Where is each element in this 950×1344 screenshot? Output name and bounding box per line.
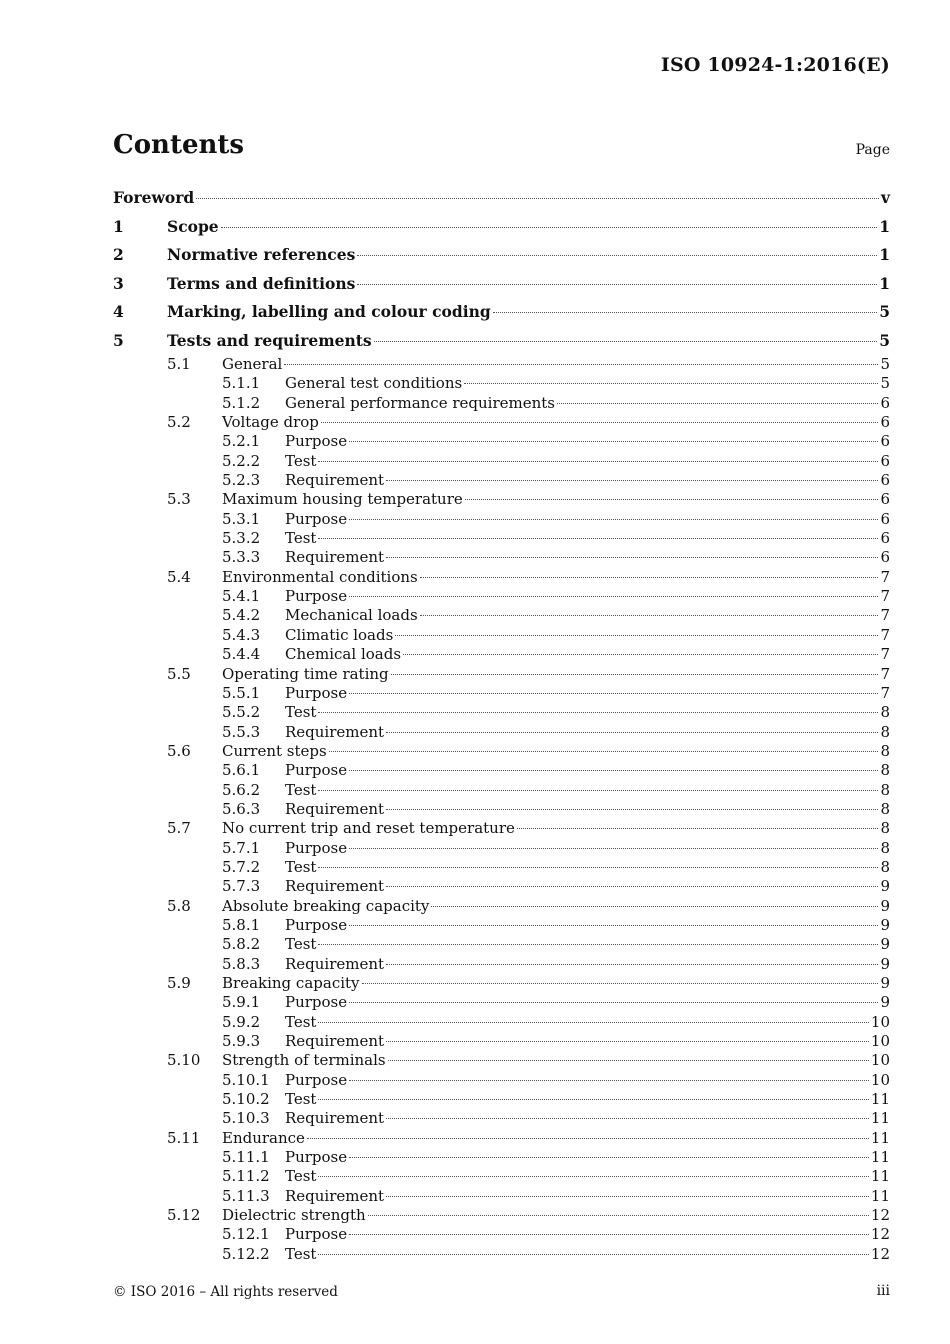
toc-entry-title: Operating time rating — [222, 664, 389, 683]
toc-entry[interactable] — [113, 858, 890, 877]
toc-entry-title: Environmental conditions — [222, 567, 418, 586]
toc-entry-page: 10 — [870, 1012, 890, 1031]
toc-entry-title: Climatic loads — [285, 625, 394, 644]
dot-leader — [318, 790, 878, 791]
toc-entry-page: 6 — [880, 471, 890, 490]
page-column-label: Page — [855, 142, 890, 158]
toc-entry-page: 1 — [879, 245, 890, 264]
toc-entry[interactable] — [113, 955, 890, 974]
toc-entry-page: 6 — [880, 490, 890, 509]
toc-entry-page: 5 — [880, 374, 890, 393]
toc-entry-number: 5.7.2 — [222, 857, 261, 876]
document-id-header: ISO 10924-1:2016(E) — [660, 54, 890, 76]
dot-leader — [318, 712, 878, 713]
dot-leader — [431, 906, 878, 907]
toc-entry[interactable] — [113, 1071, 890, 1090]
toc-entry-title: Requirement — [285, 954, 385, 973]
toc-entry-title: Purpose — [285, 993, 348, 1012]
dot-leader — [388, 1060, 869, 1061]
dot-leader — [318, 1176, 868, 1177]
toc-entry[interactable] — [113, 974, 890, 993]
toc-entry-number: 4 — [113, 302, 124, 321]
toc-entry-title: Requirement — [285, 1186, 385, 1205]
toc-entry-title: Test — [285, 1090, 317, 1109]
dot-leader — [318, 1254, 868, 1255]
dot-leader — [349, 1157, 869, 1158]
toc-entry-page: 7 — [880, 606, 890, 625]
toc-entry-title: Dielectric strength — [222, 1206, 366, 1225]
toc-entry-page: 8 — [880, 857, 890, 876]
dot-leader — [386, 964, 878, 965]
toc-entry-page: 10 — [870, 1051, 890, 1070]
toc-entry[interactable] — [113, 723, 890, 742]
dot-leader — [349, 519, 878, 520]
toc-entry-title: Voltage drop — [222, 413, 319, 432]
dot-leader — [386, 732, 878, 733]
dot-leader — [349, 596, 878, 597]
toc-entry-title: Test — [285, 703, 317, 722]
toc-entry-title: Terms and definitions — [167, 273, 356, 293]
toc-entry[interactable] — [113, 897, 890, 916]
toc-entry[interactable] — [113, 298, 890, 327]
toc-entry-page: 6 — [880, 509, 890, 528]
toc-entry[interactable] — [113, 935, 890, 954]
toc-entry-number: 5.6.3 — [222, 799, 261, 818]
toc-entry[interactable] — [113, 1109, 890, 1128]
toc-entry[interactable] — [113, 471, 890, 490]
copyright-footer: © ISO 2016 – All rights reserved — [113, 1284, 338, 1300]
toc-entry-number: 5.1 — [167, 355, 191, 373]
toc-entry[interactable] — [113, 606, 890, 625]
dot-leader — [517, 828, 879, 829]
toc-entry-number: 5.10 — [167, 1051, 201, 1070]
toc-entry-page: 6 — [880, 451, 890, 470]
toc-entry[interactable] — [113, 1013, 890, 1032]
toc-entry-number: 5.4 — [167, 567, 191, 586]
toc-entry-title: Purpose — [285, 683, 348, 702]
toc-entry[interactable] — [113, 394, 890, 413]
toc-entry-page: 7 — [880, 664, 890, 683]
toc-entry-title: Test — [285, 780, 317, 799]
toc-entry-page: 11 — [870, 1186, 890, 1205]
dot-leader — [318, 1099, 868, 1100]
toc-entry[interactable] — [113, 916, 890, 935]
toc-entry[interactable] — [113, 587, 890, 606]
toc-entry-page: 12 — [870, 1206, 890, 1225]
toc-entry[interactable] — [113, 413, 890, 432]
toc-entry[interactable] — [113, 819, 890, 838]
toc-entry[interactable] — [113, 432, 890, 451]
toc-entry-number: 5.1.2 — [222, 393, 261, 412]
dot-leader — [386, 1041, 869, 1042]
toc-entry-page: 5 — [879, 302, 890, 321]
toc-entry-number: 5.5 — [167, 664, 191, 683]
toc-entry-page: 9 — [880, 954, 890, 973]
toc-entry-title: Absolute breaking capacity — [222, 896, 430, 915]
toc-entry-page: 6 — [880, 432, 890, 451]
toc-entry[interactable] — [113, 241, 890, 270]
toc-entry[interactable] — [113, 510, 890, 529]
toc-entry[interactable] — [113, 800, 890, 819]
toc-entry-number: 5.12.2 — [222, 1244, 270, 1263]
toc-entry-title: Test — [285, 857, 317, 876]
dot-leader — [318, 538, 878, 539]
toc-entry[interactable] — [113, 1245, 890, 1264]
dot-leader — [395, 635, 878, 636]
toc-entry[interactable] — [113, 1032, 890, 1051]
dot-leader — [349, 770, 878, 771]
toc-entry[interactable] — [113, 1167, 890, 1186]
toc-entry-page: 9 — [880, 974, 890, 992]
toc-entry[interactable] — [113, 1187, 890, 1206]
toc-entry-page: 6 — [880, 413, 890, 432]
toc-entry-page: 8 — [880, 722, 890, 741]
toc-entry-title: General performance requirements — [285, 393, 555, 412]
toc-entry-number: 5.7 — [167, 819, 191, 838]
dot-leader — [386, 1118, 869, 1119]
toc-entry-title: Purpose — [285, 1070, 348, 1089]
toc-entry-page: 12 — [870, 1225, 890, 1244]
toc-entry-title: Purpose — [285, 432, 348, 451]
dot-leader — [357, 255, 877, 256]
dot-leader — [386, 886, 878, 887]
toc-entry-page: 9 — [880, 915, 890, 934]
dot-leader — [349, 1080, 869, 1081]
toc-entry-title: Strength of terminals — [222, 1051, 386, 1070]
toc-entry-page: 1 — [879, 273, 890, 293]
dot-leader — [420, 615, 879, 616]
toc-entry-number: 5.7.1 — [222, 838, 261, 857]
dot-leader — [357, 284, 877, 285]
dot-leader — [386, 557, 878, 558]
dot-leader — [318, 1022, 868, 1023]
toc-entry[interactable] — [113, 877, 890, 896]
toc-entry-page: 7 — [880, 567, 890, 586]
toc-entry-title: Purpose — [285, 1225, 348, 1244]
toc-entry-title: Requirement — [285, 799, 385, 818]
toc-entry-title: Marking, labelling and colour coding — [167, 302, 491, 321]
toc-entry-title: Purpose — [285, 587, 348, 606]
toc-entry[interactable] — [113, 270, 890, 299]
toc-entry-number: 5.3.1 — [222, 509, 261, 528]
toc-entry-number: 5.6 — [167, 741, 191, 760]
dot-leader — [318, 944, 878, 945]
toc-entry-page: 11 — [870, 1128, 890, 1147]
dot-leader — [391, 674, 879, 675]
toc-entry[interactable] — [113, 568, 890, 587]
toc-entry[interactable] — [113, 327, 890, 356]
toc-entry-number: 5.8.1 — [222, 915, 261, 934]
toc-entry-number: 5.9.3 — [222, 1032, 261, 1051]
dot-leader — [307, 1138, 869, 1139]
dot-leader — [196, 198, 879, 199]
dot-leader — [349, 693, 878, 694]
dot-leader — [493, 312, 878, 313]
toc-entry-title: Requirement — [285, 471, 385, 490]
toc-entry-page: 8 — [880, 838, 890, 857]
toc-entry-number: 5.11.2 — [222, 1167, 270, 1186]
toc-entry-number: 3 — [113, 273, 124, 293]
toc-entry-page: 11 — [870, 1167, 890, 1186]
toc-entry-number: 5.3 — [167, 490, 191, 509]
toc-entry-number: 5.5.2 — [222, 703, 261, 722]
toc-entry-title: Normative references — [167, 245, 356, 264]
toc-entry[interactable] — [113, 1090, 890, 1109]
dot-leader — [464, 383, 878, 384]
toc-entry-number: 1 — [113, 216, 124, 236]
toc-entry-title: Test — [285, 1012, 317, 1031]
dot-leader — [318, 867, 878, 868]
toc-entry[interactable] — [113, 742, 890, 761]
toc-entry[interactable] — [113, 703, 890, 722]
toc-entry[interactable] — [113, 1051, 890, 1070]
toc-entry-title: Test — [285, 451, 317, 470]
toc-entry-page: 6 — [880, 529, 890, 548]
toc-entry[interactable] — [113, 355, 890, 374]
toc-entry-number: 5.2.3 — [222, 471, 261, 490]
toc-entry-number: 5.3.2 — [222, 529, 261, 548]
page-title: Contents — [113, 130, 245, 160]
toc-entry-number: 5.2 — [167, 413, 191, 432]
toc-entry[interactable] — [113, 781, 890, 800]
toc-entry-number: 5.10.2 — [222, 1090, 270, 1109]
dot-leader — [329, 751, 879, 752]
toc-entry-number: 5.2.1 — [222, 432, 261, 451]
toc-entry-page: 9 — [880, 993, 890, 1012]
toc-entry-number: 5.2.2 — [222, 451, 261, 470]
toc-entry-number: 5.9.1 — [222, 993, 261, 1012]
dot-leader — [557, 403, 878, 404]
toc-entry-page: 7 — [880, 625, 890, 644]
toc-entry[interactable] — [113, 665, 890, 684]
toc-entry-number: 5.11.1 — [222, 1148, 270, 1167]
toc-entry-page: 9 — [880, 935, 890, 954]
toc-entry-number: 5.4.4 — [222, 645, 261, 664]
toc-entry-page: 8 — [880, 780, 890, 799]
toc-entry-title: Chemical loads — [285, 645, 402, 664]
toc-entry-page: 8 — [880, 761, 890, 780]
toc-entry-number: 5.10.1 — [222, 1070, 270, 1089]
toc-entry[interactable] — [113, 684, 890, 703]
toc-entry-number: 5.8 — [167, 896, 191, 915]
toc-entry-number: 5.9 — [167, 974, 191, 992]
toc-entry-page: 1 — [879, 216, 890, 236]
toc-entry-number: 5.1.1 — [222, 374, 261, 393]
toc-entry-number: 5.4.3 — [222, 625, 261, 644]
toc-entry[interactable] — [113, 761, 890, 780]
table-of-contents — [113, 184, 890, 1264]
toc-entry-number: 5.11.3 — [222, 1186, 270, 1205]
toc-entry[interactable] — [113, 1148, 890, 1167]
toc-entry-number: 5.3.3 — [222, 548, 261, 567]
toc-entry-page: 5 — [879, 330, 890, 350]
toc-entry-title: General test conditions — [285, 374, 463, 393]
dot-leader — [420, 577, 879, 578]
toc-entry[interactable] — [113, 645, 890, 664]
toc-entry-number: 2 — [113, 245, 124, 264]
toc-entry-title: Test — [285, 529, 317, 548]
toc-entry-page: 7 — [880, 587, 890, 606]
dot-leader — [221, 227, 878, 228]
dot-leader — [349, 925, 878, 926]
toc-entry-page: 7 — [880, 645, 890, 664]
page-number: iii — [876, 1283, 890, 1299]
toc-entry-number: 5.6.2 — [222, 780, 261, 799]
toc-entry-page: 7 — [880, 683, 890, 702]
toc-entry-page: 8 — [880, 741, 890, 760]
toc-entry-title: Requirement — [285, 1109, 385, 1128]
dot-leader — [386, 480, 878, 481]
dot-leader — [362, 983, 879, 984]
toc-entry-page: 8 — [880, 703, 890, 722]
dot-leader — [386, 1196, 869, 1197]
dot-leader — [386, 809, 878, 810]
dot-leader — [465, 499, 879, 500]
toc-entry-title: Test — [285, 1244, 317, 1263]
toc-entry-title: Scope — [167, 216, 219, 236]
toc-entry-title: Requirement — [285, 722, 385, 741]
toc-entry[interactable] — [113, 548, 890, 567]
toc-entry-title: Maximum housing temperature — [222, 490, 463, 509]
toc-entry-number: 5.4.1 — [222, 587, 261, 606]
toc-entry[interactable] — [113, 374, 890, 393]
toc-entry-page: 11 — [870, 1148, 890, 1167]
toc-entry-title: Foreword — [113, 188, 195, 207]
toc-entry-page: 10 — [870, 1032, 890, 1051]
toc-entry[interactable] — [113, 839, 890, 858]
toc-entry[interactable] — [113, 1129, 890, 1148]
toc-entry-number: 5.7.3 — [222, 877, 261, 896]
dot-leader — [374, 341, 878, 342]
toc-entry-title: Endurance — [222, 1128, 305, 1147]
toc-entry-title: No current trip and reset temperature — [222, 819, 515, 838]
toc-entry-page: 8 — [880, 799, 890, 818]
toc-entry[interactable] — [113, 213, 890, 242]
toc-entry-number: 5.12 — [167, 1206, 201, 1225]
toc-entry[interactable] — [113, 1206, 890, 1225]
toc-entry-title: Purpose — [285, 509, 348, 528]
toc-entry-number: 5 — [113, 330, 124, 350]
toc-entry[interactable] — [113, 993, 890, 1012]
toc-entry-number: 5.4.2 — [222, 606, 261, 625]
toc-entry-number: 5.11 — [167, 1128, 201, 1147]
toc-entry-number: 5.5.1 — [222, 683, 261, 702]
dot-leader — [284, 364, 878, 365]
dot-leader — [318, 461, 878, 462]
toc-entry-number: 5.8.3 — [222, 954, 261, 973]
toc-entry-title: Mechanical loads — [285, 606, 418, 625]
toc-entry-page: 12 — [870, 1244, 890, 1263]
toc-entry-page: 9 — [880, 896, 890, 915]
toc-entry-title: Test — [285, 1167, 317, 1186]
dot-leader — [368, 1215, 869, 1216]
toc-entry-page: 6 — [880, 393, 890, 412]
toc-entry[interactable] — [113, 452, 890, 471]
toc-entry-title: Test — [285, 935, 317, 954]
toc-entry-page: v — [880, 188, 890, 207]
toc-entry-page: 5 — [880, 355, 890, 373]
toc-entry-title: Current steps — [222, 741, 327, 760]
toc-entry-title: Tests and requirements — [167, 330, 372, 350]
dot-leader — [349, 848, 878, 849]
toc-entry[interactable] — [113, 529, 890, 548]
dot-leader — [349, 441, 878, 442]
dot-leader — [403, 654, 878, 655]
dot-leader — [349, 1234, 869, 1235]
toc-entry-page: 11 — [870, 1109, 890, 1128]
toc-entry-title: Purpose — [285, 915, 348, 934]
toc-entry-number: 5.6.1 — [222, 761, 261, 780]
toc-entry-number: 5.10.3 — [222, 1109, 270, 1128]
toc-entry[interactable] — [113, 490, 890, 509]
toc-entry-title: Requirement — [285, 1032, 385, 1051]
toc-entry[interactable] — [113, 626, 890, 645]
toc-entry-page: 11 — [870, 1090, 890, 1109]
dot-leader — [349, 1002, 878, 1003]
toc-entry-number: 5.8.2 — [222, 935, 261, 954]
toc-entry-number: 5.5.3 — [222, 722, 261, 741]
dot-leader — [321, 422, 879, 423]
toc-entry-page: 8 — [880, 819, 890, 838]
toc-entry-title: General — [222, 355, 283, 373]
toc-entry-title: Purpose — [285, 761, 348, 780]
toc-entry[interactable] — [113, 1225, 890, 1244]
toc-entry-page: 10 — [870, 1070, 890, 1089]
toc-entry-number: 5.12.1 — [222, 1225, 270, 1244]
toc-entry-title: Requirement — [285, 877, 385, 896]
toc-entry-title: Requirement — [285, 548, 385, 567]
toc-entry-title: Purpose — [285, 838, 348, 857]
toc-entry-page: 9 — [880, 877, 890, 896]
toc-entry-page: 6 — [880, 548, 890, 567]
toc-entry-title: Breaking capacity — [222, 974, 360, 992]
toc-entry-title: Purpose — [285, 1148, 348, 1167]
toc-entry[interactable] — [113, 184, 890, 213]
toc-entry-number: 5.9.2 — [222, 1012, 261, 1031]
